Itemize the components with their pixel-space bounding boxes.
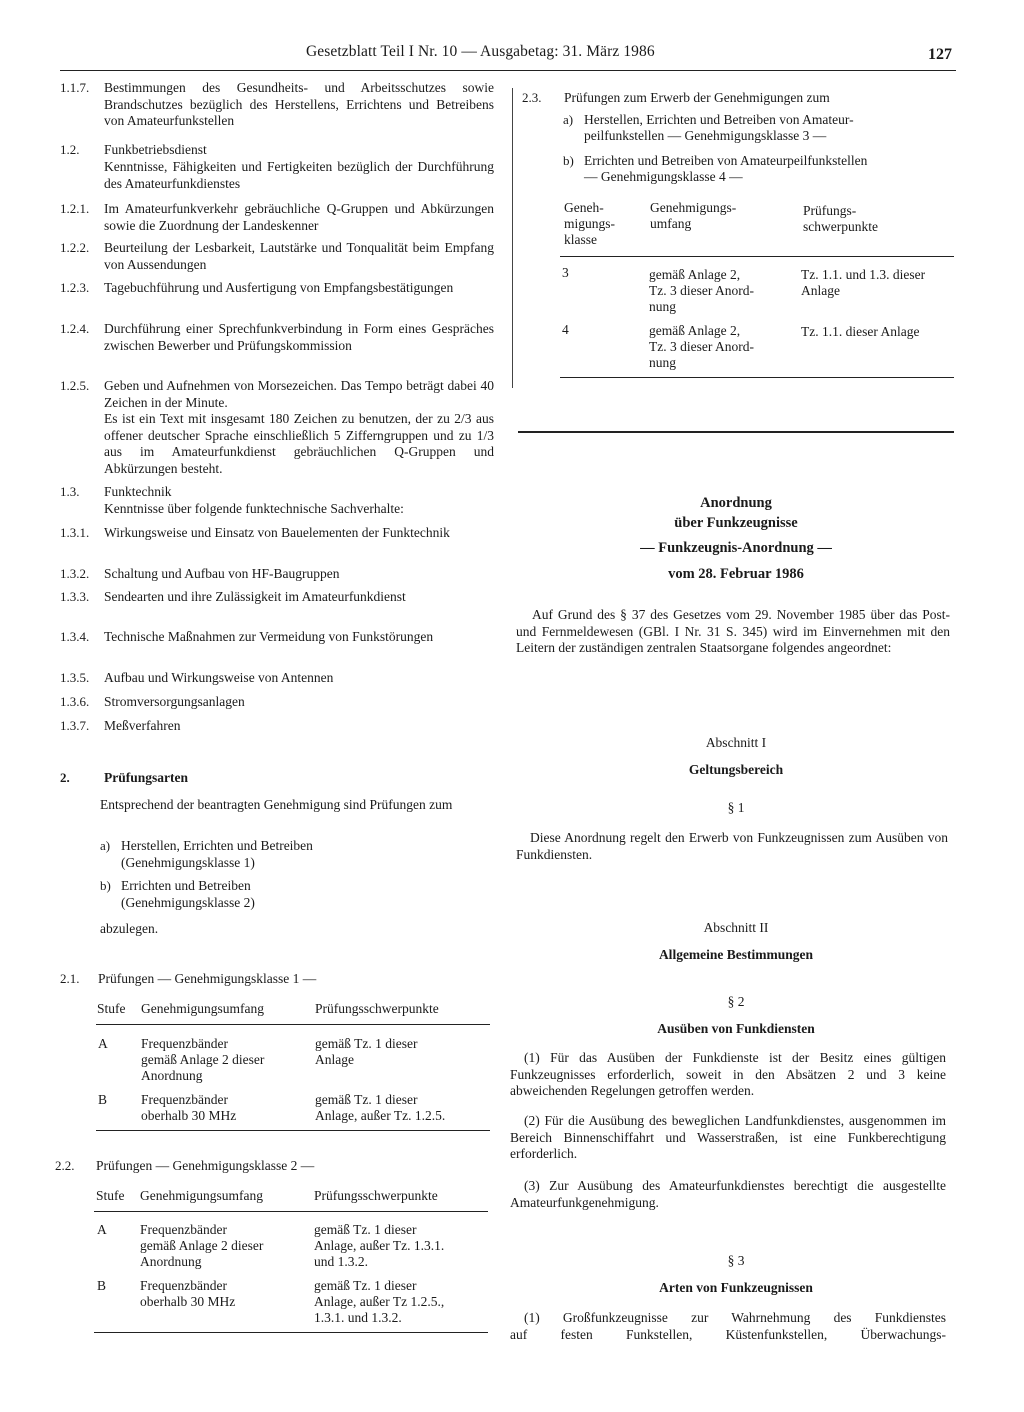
table-cell: Tz. 3 dieser Anord- [649,283,754,298]
table-rule [94,1211,488,1212]
item-text: Kenntnisse, Fähigkeiten und Fertigkeiten bezüglich der Durchführung des Amateurfunkdienstes [104,159,494,191]
table-rule [94,1332,488,1333]
column-divider [512,88,513,388]
paragraph-text: (1) Großfunkzeugnisse zur Wahrnehmung des Funkdienstes [524,1310,946,1325]
table-cell: B [97,1278,107,1293]
table-cell: Anordnung [141,1068,203,1083]
item-number: 1.3.4. [60,629,90,644]
table-header: Stufe [96,1188,125,1203]
document-title: Anordnung [700,495,772,511]
table-cell: gemäß Anlage 2, [649,323,741,338]
table-cell: Tz. 1.1. dieser Anlage [801,324,920,339]
table-cell: gemäß Tz. 1 dieser [315,1092,418,1107]
table-header: schwerpunkte [803,219,878,234]
paragraph-label: § 1 [727,800,745,815]
table-cell: oberhalb 30 MHz [141,1108,237,1123]
table-cell: Anlage, außer Tz. 1.2.5. [315,1108,446,1123]
paragraph-text: Diese Anordnung regelt den Erwerb von Funkzeugnissen zum Ausüben von Funkdiensten. [516,830,948,862]
option-label: a) [563,112,574,127]
section-intro: Entsprechend der beantragten Genehmigung sind Prüfungen zum [100,797,453,812]
option-line: (Genehmigungsklasse 2) [121,895,255,910]
table-cell: Anlage [315,1052,354,1067]
table-cell: A [97,1222,107,1237]
paragraph-label: § 3 [727,1253,745,1268]
section-number: 2. [60,770,70,785]
item-number: 1.3.5. [60,670,90,685]
table-cell: gemäß Anlage 2, [649,267,741,282]
item-text: Geben und Aufnehmen von Morsezeichen. Das Tempo beträgt dabei 40 Zeichen in der Minute. [104,378,494,410]
item-number: 1.2.3. [60,280,90,295]
preamble: Auf Grund des § 37 des Gesetzes vom 29. November 1985 über das Post- und Fernmeldewesen (GBl. I Nr. 31 S. 345) wird im Einvernehmen mit den Leitern der zuständigen zentralen Staatsorgane folgendes angeordnet: [516,607,950,655]
item-number: 1.3.6. [60,694,90,709]
table-cell: Anordnung [140,1254,202,1269]
table-cell: gemäß Anlage 2 dieser [140,1238,264,1253]
section-separator [518,431,954,433]
item-number: 1.3. [60,484,80,499]
table-cell: Tz. 3 dieser Anord- [649,339,754,354]
table-cell: gemäß Tz. 1 dieser [314,1222,417,1237]
item-text: Tagebuchführung und Ausfertigung von Empfangsbestätigungen [104,280,454,295]
table-cell: Anlage, außer Tz. 1.3.1. [314,1238,445,1253]
option-line: — Genehmigungsklasse 4 — [584,169,743,184]
table-cell: oberhalb 30 MHz [140,1294,236,1309]
table-cell: A [98,1036,108,1051]
table-header: Genehmigungsumfang [141,1001,264,1016]
item-text: Technische Maßnahmen zur Vermeidung von Funkstörungen [104,629,434,644]
table-rule [560,377,954,378]
section-number: 2.1. [60,971,80,986]
paragraph-text: auf festen Funkstellen, Küstenfunkstellen, Überwachungs- [510,1327,946,1342]
paragraph-text: (2) Für die Ausübung des beweglichen Landfunkdienstes, ausgenommen im Bereich Binnenschiffahrt und Wasserstraßen, ist eine Funkberechtigung erforderlich. [510,1113,946,1161]
table-header: Prüfungsschwerpunkte [315,1001,439,1016]
item-number: 1.3.7. [60,718,90,733]
section-title: Prüfungsarten [104,770,188,785]
table-header: Prüfungs- [803,203,857,218]
document-date: vom 28. Februar 1986 [668,566,804,582]
option-line: Herstellen, Errichten und Betreiben [121,838,313,853]
item-number: 1.2.5. [60,378,90,393]
item-number: 1.2.4. [60,321,90,336]
item-title: Funktechnik [104,484,172,499]
option-line: Errichten und Betreiben von Amateurpeilfunkstellen [584,153,868,168]
option-label: a) [100,838,111,853]
table-header: Stufe [97,1001,126,1016]
table-caption: Prüfungen — Genehmigungsklasse 1 — [98,971,317,986]
header-rule [60,70,956,71]
table-header: klasse [564,232,597,247]
item-text: Stromversorgungsanlagen [104,694,245,709]
item-number: 1.3.2. [60,566,90,581]
table-cell: Frequenzbänder [141,1036,228,1051]
option-line: (Genehmigungsklasse 1) [121,855,255,870]
table-rule [560,256,954,257]
table-cell: 1.3.1. und 1.3.2. [314,1310,402,1325]
item-text: Sendearten und ihre Zulässigkeit im Amateurfunkdienst [104,589,406,604]
table-cell: 4 [562,322,569,337]
table-cell: und 1.3.2. [314,1254,368,1269]
paragraph-title: Arten von Funkzeugnissen [659,1280,813,1295]
abschnitt-title: Allgemeine Bestimmungen [658,947,814,962]
item-text: Aufbau und Wirkungsweise von Antennen [104,670,334,685]
document-title: über Funkzeugnisse [674,515,798,531]
page-number: 127 [928,46,952,63]
table-cell: nung [649,355,676,370]
option-line: peilfunkstellen — Genehmigungsklasse 3 — [584,128,827,143]
section-closing: abzulegen. [100,921,159,936]
option-label: b) [563,153,574,168]
table-cell: Frequenzbänder [140,1222,227,1237]
item-text: Schaltung und Aufbau von HF-Baugruppen [104,566,340,581]
item-text: Im Amateurfunkverkehr gebräuchliche Q-Gruppen und Abkürzungen sowie die Zuordnung der Landeskenner [104,201,494,233]
table-cell: B [98,1092,108,1107]
section-caption: Prüfungen zum Erwerb der Genehmigungen zum [564,90,830,105]
paragraph-text: (3) Zur Ausübung des Amateurfunkdienstes berechtigt die ausgestellte Amateurfunkgenehmigung. [510,1178,946,1210]
table-cell: Tz. 1.1. und 1.3. dieser [801,267,926,282]
table-header: Genehmigungsumfang [140,1188,263,1203]
section-number: 2.2. [55,1158,75,1173]
document-subtitle: — Funkzeugnis-Anordnung — [640,540,832,556]
paragraph-text: (1) Für das Ausüben der Funkdienste ist der Besitz eines gültigen Funkzeugnisses erforderlich, soweit in den Absätzen 2 und 3 keine abweichenden Regelungen getroffen werden. [510,1050,946,1098]
table-header: Prüfungsschwerpunkte [314,1188,438,1203]
running-title: Gesetzblatt Teil I Nr. 10 — Ausgabetag: 31. März 1986 [306,43,655,60]
table-cell: Anlage, außer Tz 1.2.5., [314,1294,445,1309]
item-text: Wirkungsweise und Einsatz von Bauelementen der Funktechnik [104,525,450,540]
section-number: 2.3. [522,90,542,105]
item-text-continued: Es ist ein Text mit insgesamt 180 Zeichen zu benutzen, der zu 2/3 aus offener deutscher Sprache einschließlich 5 Zifferngruppen und zu 1/3 aus im Amateurfunkdienst gebräuchlichen Q-Gruppen und Abkürzungen besteht. [104,411,494,476]
item-number: 1.3.1. [60,525,90,540]
table-cell: gemäß Tz. 1 dieser [314,1278,417,1293]
table-cell: nung [649,299,676,314]
item-title: Funkbetriebsdienst [104,142,207,157]
abschnitt-label: Abschnitt II [703,920,769,935]
abschnitt-title: Geltungsbereich [688,762,784,777]
paragraph-label: § 2 [727,994,745,1009]
item-number: 1.3.3. [60,589,90,604]
item-text: Bestimmungen des Gesundheits- und Arbeitsschutzes sowie Brandschutzes bezüglich des Herstellens, Errichtens und Betreibens von Amateurfunkstellen [104,80,494,128]
table-header: umfang [650,216,692,231]
table-rule [96,1024,490,1025]
table-cell: Anlage [801,283,840,298]
option-line: Errichten und Betreiben [121,878,251,893]
item-number: 1.2.1. [60,201,90,216]
item-text: Meßverfahren [104,718,181,733]
option-label: b) [100,878,111,893]
table-caption: Prüfungen — Genehmigungsklasse 2 — [96,1158,315,1173]
paragraph-title: Ausüben von Funkdiensten [657,1021,815,1036]
table-header: migungs- [564,216,616,231]
table-rule [96,1130,490,1131]
table-header: Genehmigungs- [650,200,737,215]
item-number: 1.1.7. [60,80,90,95]
table-header: Geneh- [564,200,604,215]
table-cell: gemäß Tz. 1 dieser [315,1036,418,1051]
abschnitt-label: Abschnitt I [705,735,767,750]
item-number: 1.2.2. [60,240,90,255]
item-text: Kenntnisse über folgende funktechnische Sachverhalte: [104,501,404,516]
item-text: Beurteilung der Lesbarkeit, Lautstärke und Tonqualität beim Empfang von Aussendungen [104,240,494,272]
item-text: Durchführung einer Sprechfunkverbindung in Form eines Gespräches zwischen Bewerber und Prüfungskommission [104,321,494,353]
table-cell: Frequenzbänder [141,1092,228,1107]
table-cell: Frequenzbänder [140,1278,227,1293]
table-cell: 3 [562,265,569,280]
table-cell: gemäß Anlage 2 dieser [141,1052,265,1067]
item-number: 1.2. [60,142,80,157]
option-line: Herstellen, Errichten und Betreiben von Amateur- [584,112,854,127]
